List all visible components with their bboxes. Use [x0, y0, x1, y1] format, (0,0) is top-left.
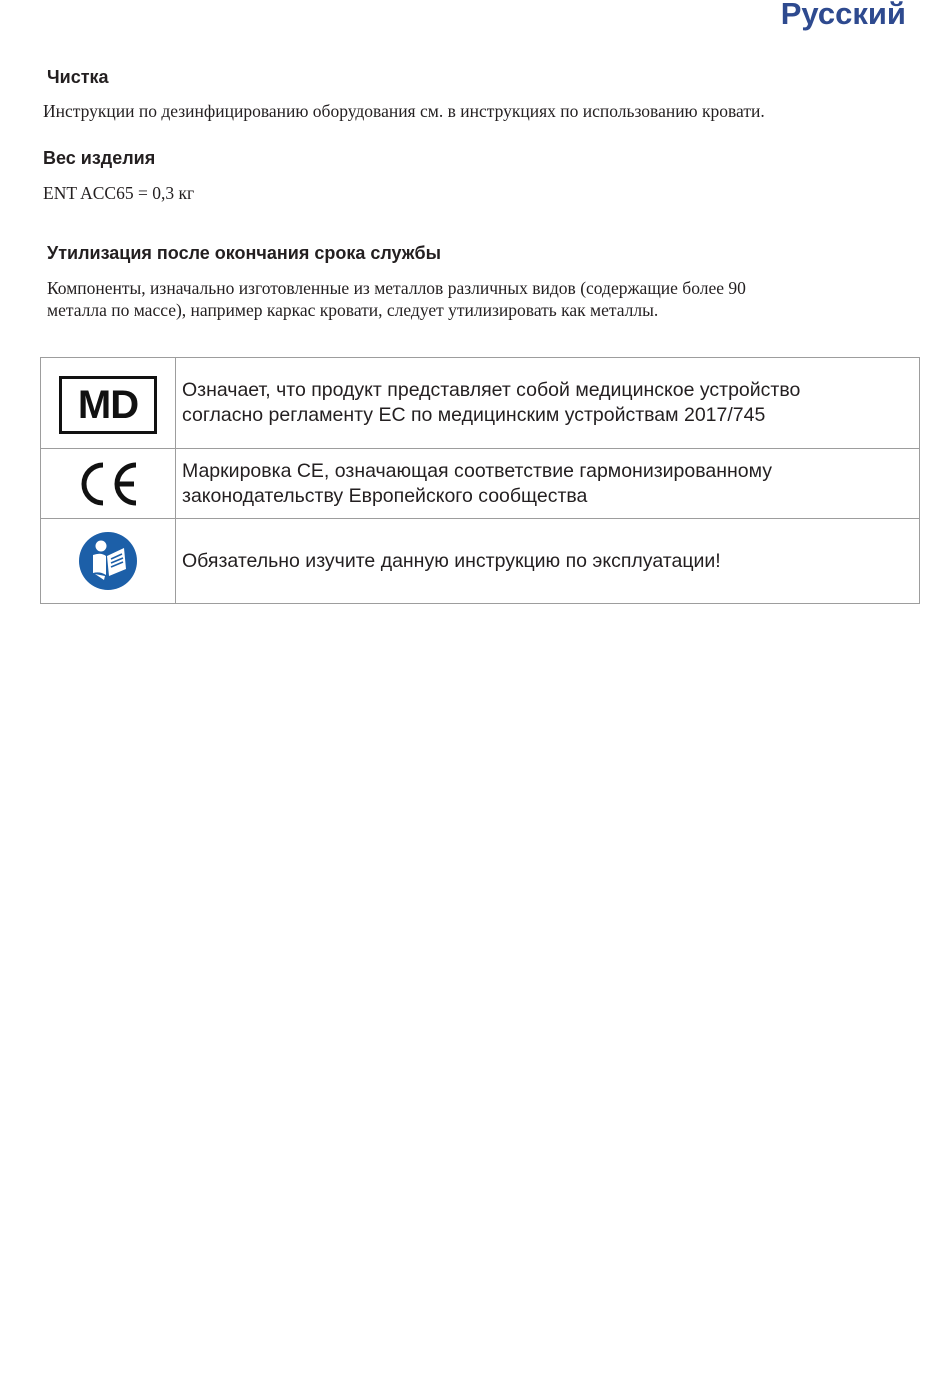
symbol-row-md [41, 358, 920, 449]
symbol-cell-ifu [41, 519, 176, 604]
weight-heading: Вес изделия [43, 148, 156, 168]
disposal-heading: Утилизация после окончания срока службы [47, 243, 442, 263]
cleaning-text: Инструкции по дезинфицированию оборудования см. в инструкциях по использованию кровати. [43, 101, 765, 121]
md-description-line1: Означает, что продукт представляет собой медицинское устройство [182, 379, 801, 401]
md-description-line2: согласно регламенту ЕС по медицинским устройствам 2017/745 [182, 404, 766, 426]
symbols-table [40, 357, 920, 604]
description-cell-ce [176, 449, 920, 519]
symbol-row-ce [41, 449, 920, 519]
read-instructions-icon [78, 531, 138, 591]
md-medical-device-icon [59, 376, 157, 434]
symbol-cell-md [41, 358, 176, 449]
symbol-cell-ce [41, 449, 176, 519]
disposal-text-line1: Компоненты, изначально изготовленные из металлов различных видов (содержащие более 90 [47, 278, 746, 298]
language-title: Русский [780, 0, 906, 31]
symbol-row-ifu [41, 519, 920, 604]
ce-description-line1: Маркировка СЕ, означающая соответствие гармонизированному [182, 459, 772, 482]
cleaning-heading: Чистка [47, 67, 109, 87]
description-cell-md [176, 358, 920, 449]
disposal-text-line2: металла по массе), например каркас кровати, следует утилизировать как металлы. [47, 300, 659, 320]
ce-description-line2: законодательству Европейского сообщества [182, 484, 588, 507]
ce-mark-icon [74, 460, 142, 508]
ifu-description-line1: Обязательно изучите данную инструкцию по эксплуатации! [182, 549, 721, 572]
description-cell-ifu [176, 519, 920, 604]
weight-text: ENT ACC65 = 0,3 кг [43, 183, 195, 203]
md-icon-label: MD [77, 383, 139, 427]
